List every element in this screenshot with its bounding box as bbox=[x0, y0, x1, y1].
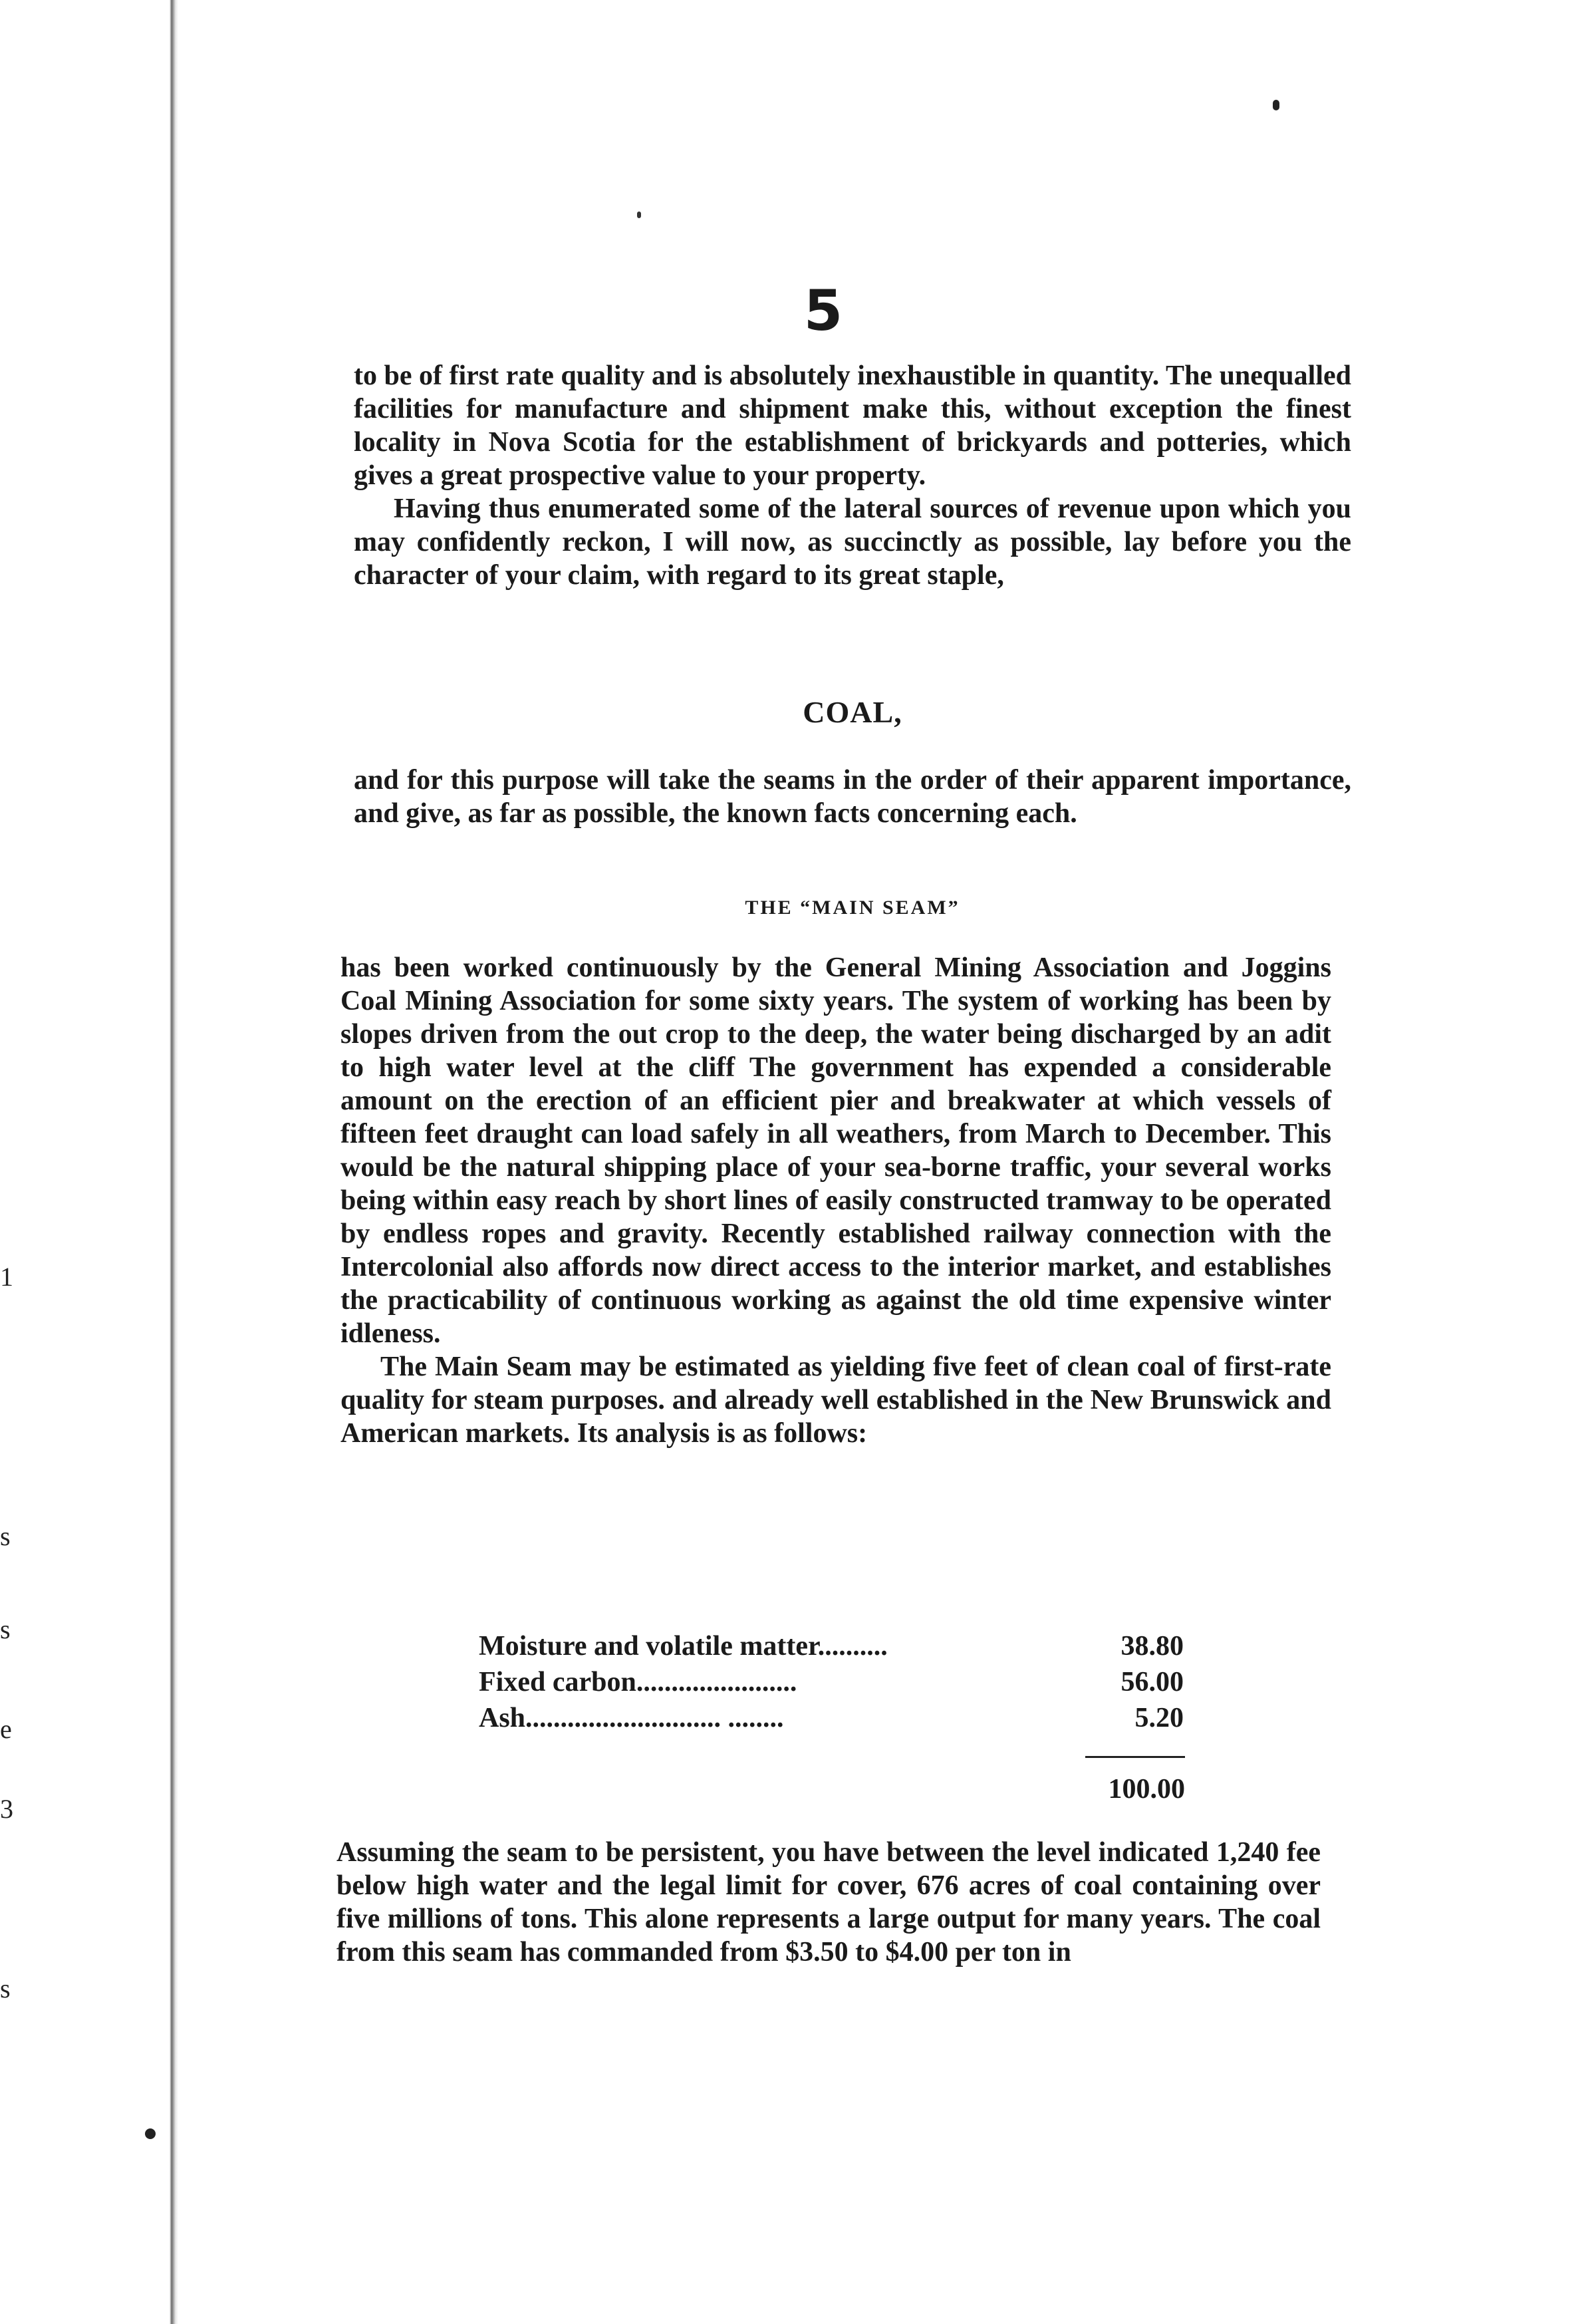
analysis-value: 56.00 bbox=[1120, 1667, 1184, 1697]
analysis-value: 5.20 bbox=[1134, 1703, 1184, 1733]
analysis-label: Fixed carbon....................... bbox=[479, 1667, 797, 1697]
paragraph: Having thus enumerated some of the lateral sources of revenue upon which you may confidently reckon, I will now, as succinctly as possible, lay before you the character of your claim, with regard to its great staple, bbox=[354, 494, 1351, 591]
analysis-table bbox=[479, 1628, 1184, 1736]
text-block-3 bbox=[340, 951, 1331, 1450]
margin-mark: 1 bbox=[0, 1262, 13, 1292]
scan-speck bbox=[1273, 100, 1279, 110]
text-block-1 bbox=[354, 359, 1351, 592]
margin-mark: s bbox=[0, 1973, 11, 2003]
total-rule bbox=[1085, 1756, 1185, 1758]
subheading-main-seam: THE “MAIN SEAM” bbox=[745, 897, 960, 919]
scan-speck bbox=[637, 212, 641, 218]
margin-marks bbox=[0, 0, 13, 2324]
margin-mark: s bbox=[0, 1614, 11, 1644]
paragraph: Assuming the seam to be persistent, you have between the level indicated 1,240 fee below high water and the legal limit for cover, 676 acres of coal containing over five millions of tons. This alone represents a large output for many years. The coal from this seam has commanded from $3.50 to $4.00 per ton in bbox=[336, 1837, 1321, 1967]
analysis-row bbox=[479, 1700, 1184, 1736]
section-heading-coal: COAL, bbox=[803, 695, 902, 729]
analysis-value: 38.80 bbox=[1120, 1631, 1184, 1662]
margin-mark: s bbox=[0, 1521, 11, 1551]
page-number: 5 bbox=[803, 278, 843, 343]
analysis-row bbox=[479, 1628, 1184, 1664]
text-block-4 bbox=[336, 1836, 1321, 1969]
scan-page-edge bbox=[0, 0, 178, 2324]
paragraph: has been worked continuously by the General Mining Association and Joggins Coal Mining Association for some sixty years. The system of working has been by slopes driven from the out crop to the deep, the water being discharged by an adit to high water level at the cliff The government has expended a considerable amount on the erection of an efficient pier and breakwater at which vessels of fifteen feet draught can load safely in all weathers, from March to December. This would be the natural shipping place of your sea-borne traffic, your several works being within easy reach by short lines of easily constructed tramway to be operated by endless ropes and gravity. Recently established railway connection with the Intercolonial also affords now direct access to the interior market, and establishes the practicability of continuous working as against the old time expensive winter idleness. bbox=[340, 952, 1331, 1349]
analysis-label: Moisture and volatile matter.......... bbox=[479, 1631, 888, 1662]
analysis-total: 100.00 bbox=[1108, 1774, 1185, 1805]
scan-speck bbox=[145, 2128, 156, 2139]
paragraph: to be of first rate quality and is absolutely inexhaustible in quantity. The unequalled facilities for manufacture and shipment make this, without exception the finest locality in Nova Scotia for the establishment of brickyards and potteries, which gives a great prospective value to your property. bbox=[354, 361, 1351, 491]
analysis-label: Ash............................ ........ bbox=[479, 1703, 784, 1733]
analysis-row bbox=[479, 1664, 1184, 1700]
paragraph: and for this purpose will take the seams in the order of their apparent importance, and give, as far as possible, the known facts concerning each. bbox=[354, 765, 1351, 829]
margin-mark: e bbox=[0, 1714, 12, 1744]
margin-mark: 3 bbox=[0, 1794, 13, 1824]
text-block-2 bbox=[354, 764, 1351, 830]
paragraph: The Main Seam may be estimated as yielding five feet of clean coal of first-rate quality for steam purposes. and already well established in the New Brunswick and American markets. Its analysis is as follows: bbox=[340, 1352, 1331, 1449]
